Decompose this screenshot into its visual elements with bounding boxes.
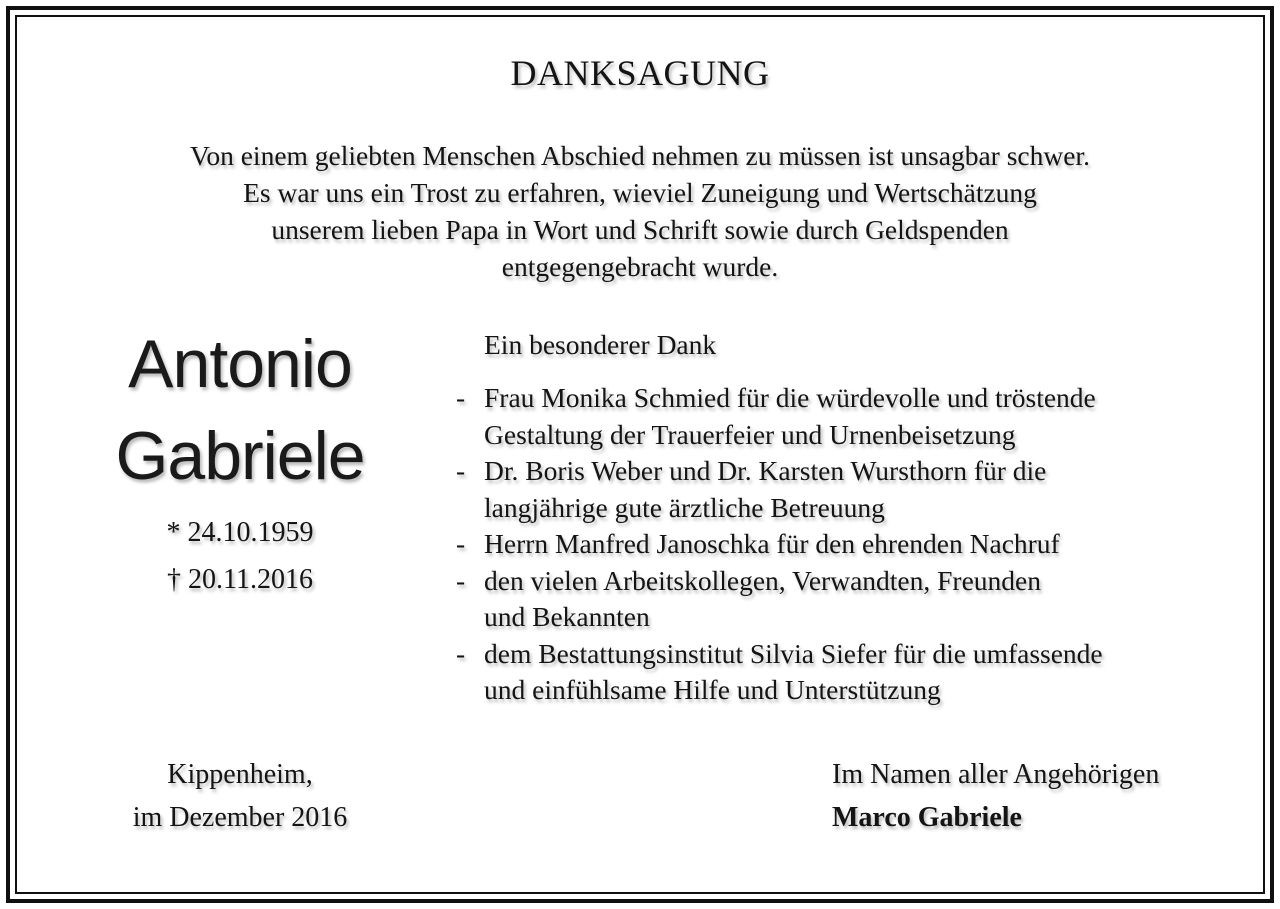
signature-name: Marco Gabriele: [832, 802, 1022, 833]
bullet-dash: -: [456, 528, 466, 559]
deceased-name: [60, 318, 420, 502]
bullet-dash: -: [456, 637, 466, 669]
list-item-line: langjährige gute ärztliche Betreuung: [484, 491, 885, 523]
deceased-last-name: Gabriele: [115, 418, 365, 494]
birth-date: * 24.10.1959: [166, 517, 314, 548]
list-item-line: und einfühlsame Hilfe und Unterstützung: [484, 674, 941, 705]
death-date: † 20.11.2016: [167, 564, 313, 595]
deceased-first-name: Antonio: [128, 326, 352, 402]
list-item-line: Frau Monika Schmied für die würdevolle und tröstende: [484, 382, 1096, 413]
intro-line: unserem lieben Papa in Wort und Schrift sowie durch Geldspenden: [271, 214, 1009, 245]
life-dates: [60, 509, 420, 603]
list-item: [456, 380, 1246, 453]
list-item-line: Herrn Manfred Janoschka für den ehrenden Nachruf: [484, 528, 1060, 559]
list-item-line: Gestaltung der Trauerfeier und Urnenbeisetzung: [484, 418, 1016, 450]
intro-line: Es war uns ein Trost zu erfahren, wieviel Zuneigung und Wertschätzung: [243, 177, 1037, 208]
list-item: [456, 453, 1246, 526]
thanks-list: [456, 380, 1246, 709]
list-item-line: den vielen Arbeitskollegen, Verwandten, Freunden: [484, 564, 1041, 596]
bullet-dash: -: [456, 564, 466, 596]
intro-text: [60, 137, 1220, 285]
place-date: [80, 753, 400, 839]
thanks-heading: Ein besonderer Dank: [484, 329, 717, 360]
bullet-dash: -: [456, 455, 466, 486]
list-item: [456, 526, 1246, 563]
list-item-line: dem Bestattungsinstitut Silvia Siefer für die umfassende: [484, 637, 1103, 669]
signature-intro: Im Namen aller Angehörigen: [832, 759, 1160, 790]
heading: DANKSAGUNG: [510, 53, 770, 93]
list-item: [456, 563, 1246, 636]
list-item: [456, 636, 1246, 709]
list-item-line: Dr. Boris Weber und Dr. Karsten Wursthorn für die: [484, 455, 1047, 486]
list-item-line: und Bekannten: [484, 601, 650, 632]
intro-line: entgegengebracht wurde.: [501, 251, 779, 282]
signature-block: [832, 753, 1159, 839]
bullet-dash: -: [456, 382, 466, 413]
place-line: Kippenheim,: [167, 759, 313, 790]
intro-line: Von einem geliebten Menschen Abschied nehmen zu müssen ist unsagbar schwer.: [190, 140, 1090, 171]
date-line: im Dezember 2016: [132, 802, 348, 833]
